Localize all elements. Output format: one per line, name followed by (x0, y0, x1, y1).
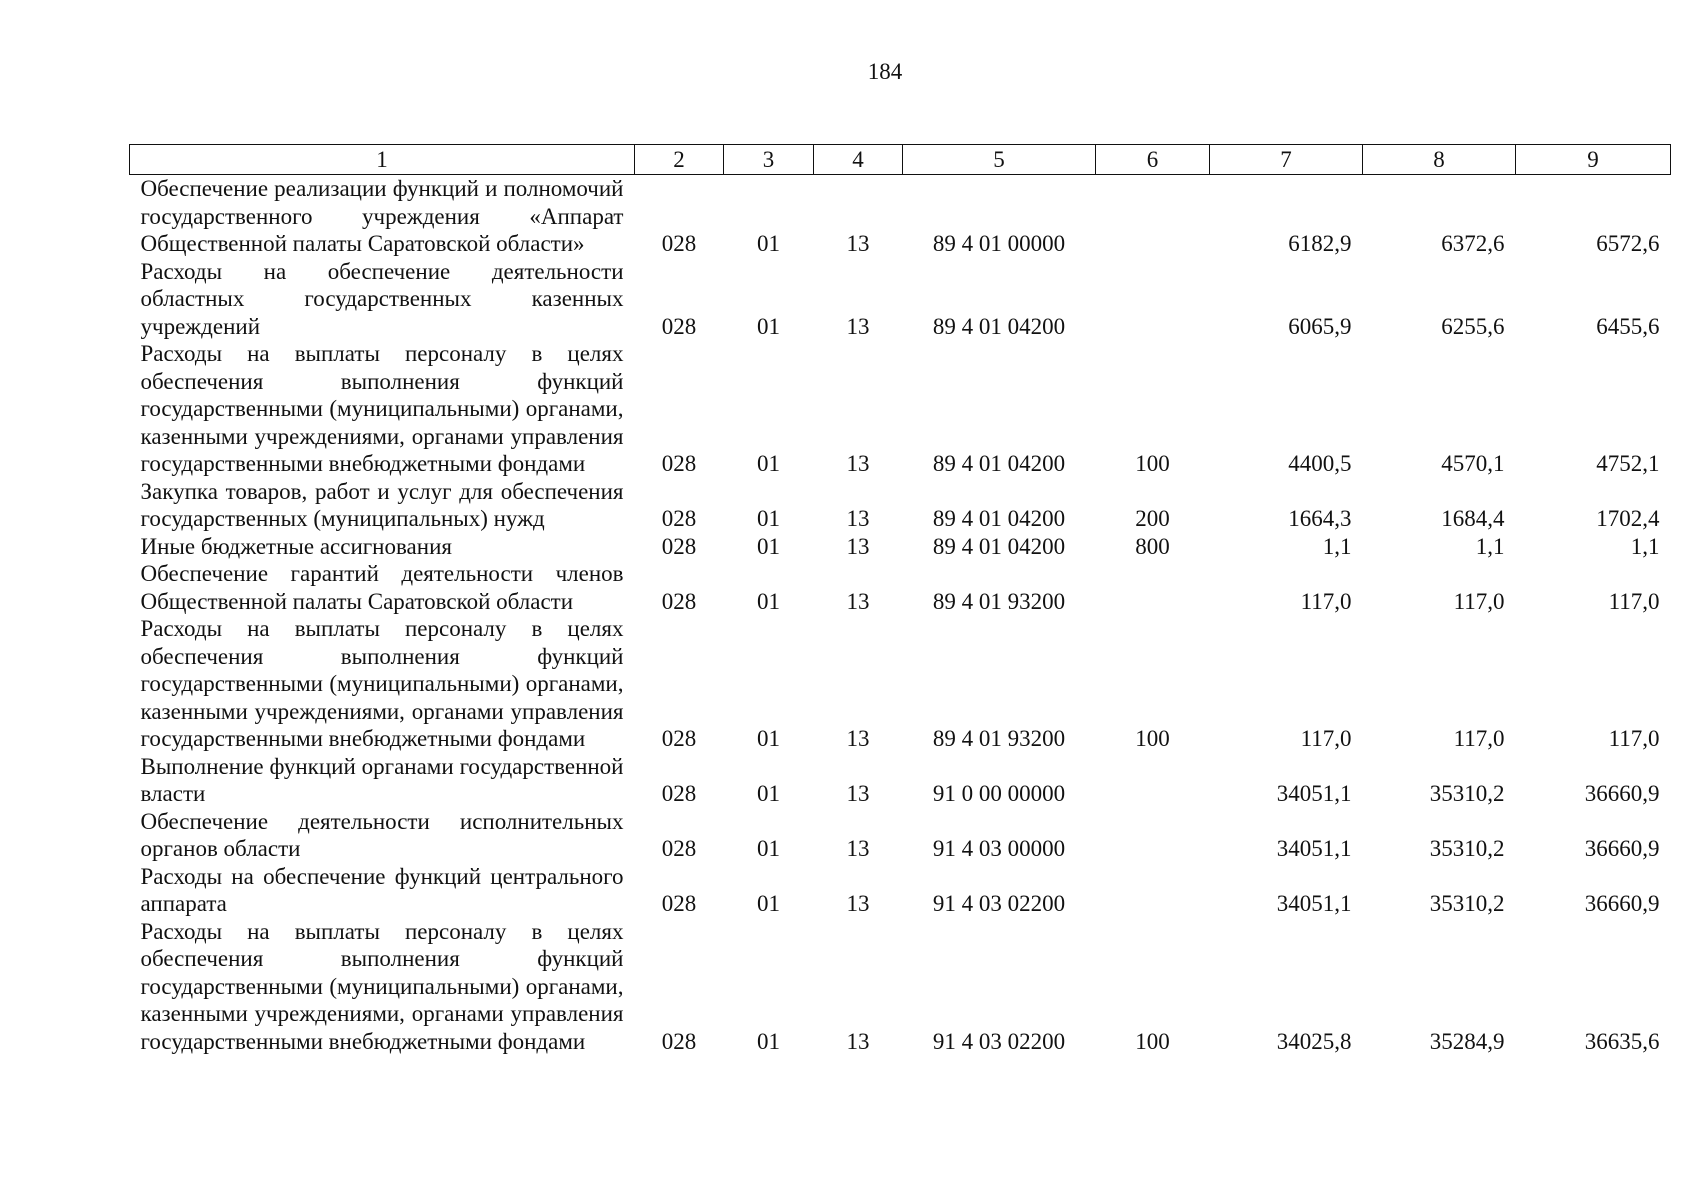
target-article-code: 89 4 01 93200 (932, 588, 1066, 614)
amount-col-8: 6255,6 (1441, 313, 1505, 339)
row-description: Обеспечение гарантий деятельности членов Общественной палаты Саратовской области (140, 561, 624, 614)
section-code: 01 (757, 781, 780, 806)
amount-col-9: 36660,9 (1584, 781, 1660, 806)
target-article-code: 89 4 01 04200 (932, 451, 1066, 476)
ministry-code: 028 (661, 891, 697, 916)
row-description: Выполнение функций органами государственной власти (140, 753, 624, 806)
column-header: 2 (635, 145, 724, 175)
section-code: 01 (757, 1028, 780, 1054)
subsection-code: 13 (846, 506, 870, 531)
table-row (130, 258, 1671, 341)
target-article-code: 91 4 03 02200 (932, 891, 1066, 916)
row-description: Закупка товаров, работ и услуг для обеспечения государственных (муниципальных) нужд (140, 478, 624, 531)
section-code: 01 (757, 891, 780, 916)
row-description: Расходы на выплаты персоналу в целях обеспечения выполнения функций государственными (муниципальными) органами, казенными учреждениями, органами управления государственными внебюджетными фондами (140, 341, 624, 476)
subsection-code: 13 (846, 533, 870, 559)
amount-col-9: 36660,9 (1584, 836, 1660, 861)
amount-col-8: 1684,4 (1441, 506, 1505, 531)
amount-col-7: 6065,9 (1288, 313, 1352, 339)
column-header: 8 (1363, 145, 1516, 175)
amount-col-9: 1702,4 (1596, 506, 1660, 531)
budget-table (129, 144, 1671, 1055)
column-header: 4 (814, 145, 903, 175)
table-row (130, 863, 1671, 918)
expense-type-code (1096, 863, 1210, 918)
table-row (130, 753, 1671, 808)
amount-col-8: 6372,6 (1441, 231, 1505, 256)
amount-col-9: 4752,1 (1596, 451, 1660, 476)
expense-type-code (1096, 753, 1210, 808)
section-code: 01 (757, 836, 780, 861)
section-code: 01 (757, 506, 780, 531)
ministry-code: 028 (661, 836, 697, 861)
subsection-code: 13 (846, 891, 870, 916)
subsection-code: 13 (846, 588, 870, 614)
amount-col-8: 35284,9 (1429, 1028, 1505, 1054)
amount-col-7: 1664,3 (1288, 506, 1352, 531)
amount-col-8: 4570,1 (1441, 451, 1505, 476)
ministry-code: 028 (661, 451, 697, 476)
amount-col-9: 6572,6 (1596, 231, 1660, 256)
expense-type-code (1096, 808, 1210, 863)
ministry-code: 028 (661, 533, 697, 559)
column-header: 9 (1516, 145, 1671, 175)
table-header-row (130, 145, 1671, 175)
expense-type-code: 100 (1135, 726, 1170, 751)
table-row (130, 175, 1671, 258)
row-description: Обеспечение деятельности исполнительных органов области (140, 808, 624, 861)
column-header: 3 (724, 145, 814, 175)
table-row (130, 808, 1671, 863)
amount-col-7: 4400,5 (1288, 451, 1352, 476)
ministry-code: 028 (661, 313, 697, 339)
amount-col-8: 117,0 (1453, 726, 1505, 751)
table-row (130, 533, 1671, 561)
amount-col-8: 117,0 (1453, 588, 1505, 614)
subsection-code: 13 (846, 836, 870, 861)
amount-col-9: 117,0 (1608, 588, 1660, 614)
section-code: 01 (757, 313, 780, 339)
subsection-code: 13 (846, 231, 870, 256)
amount-col-9: 1,1 (1630, 533, 1660, 559)
target-article-code: 91 4 03 00000 (932, 836, 1066, 861)
section-code: 01 (757, 726, 780, 751)
expense-type-code: 800 (1135, 533, 1170, 559)
subsection-code: 13 (846, 1028, 870, 1054)
expense-type-code (1096, 258, 1210, 341)
amount-col-9: 6455,6 (1596, 313, 1660, 339)
ministry-code: 028 (661, 231, 697, 256)
amount-col-9: 117,0 (1608, 726, 1660, 751)
table-row (130, 918, 1671, 1056)
amount-col-7: 34051,1 (1276, 891, 1352, 916)
page-number: 184 (867, 59, 903, 84)
amount-col-9: 36635,6 (1584, 1028, 1660, 1054)
subsection-code: 13 (846, 726, 870, 751)
ministry-code: 028 (661, 506, 697, 531)
amount-col-7: 34051,1 (1276, 836, 1352, 861)
ministry-code: 028 (661, 588, 697, 614)
subsection-code: 13 (846, 313, 870, 339)
table-row (130, 340, 1671, 478)
target-article-code: 89 4 01 04200 (932, 506, 1066, 531)
ministry-code: 028 (661, 781, 697, 806)
row-description: Расходы на выплаты персоналу в целях обеспечения выполнения функций государственными (муниципальными) органами, казенными учреждениями, органами управления государственными внебюджетными фондами (140, 616, 624, 751)
expense-type-code (1096, 175, 1210, 258)
section-code: 01 (757, 533, 780, 559)
section-code: 01 (757, 451, 780, 476)
target-article-code: 89 4 01 93200 (932, 726, 1066, 751)
target-article-code: 91 4 03 02200 (932, 1028, 1066, 1054)
expense-type-code: 100 (1135, 1028, 1170, 1054)
amount-col-8: 1,1 (1475, 533, 1505, 559)
amount-col-7: 117,0 (1300, 588, 1352, 614)
expense-type-code (1096, 560, 1210, 615)
row-description: Иные бюджетные ассигнования (140, 533, 452, 559)
amount-col-9: 36660,9 (1584, 891, 1660, 916)
target-article-code: 89 4 01 00000 (932, 231, 1066, 256)
amount-col-7: 117,0 (1300, 726, 1352, 751)
amount-col-7: 1,1 (1322, 533, 1352, 559)
column-header: 6 (1096, 145, 1210, 175)
subsection-code: 13 (846, 451, 870, 476)
amount-col-7: 6182,9 (1288, 231, 1352, 256)
column-header: 7 (1210, 145, 1363, 175)
expense-type-code: 100 (1135, 451, 1170, 476)
target-article-code: 89 4 01 04200 (932, 533, 1066, 559)
row-description: Обеспечение реализации функций и полномочий государственного учреждения «Аппарат Общественной палаты Саратовской области» (140, 176, 624, 256)
expense-type-code: 200 (1135, 506, 1170, 531)
row-description: Расходы на выплаты персоналу в целях обеспечения выполнения функций государственными (муниципальными) органами, казенными учреждениями, органами управления государственными внебюджетными фондами (140, 918, 624, 1054)
ministry-code: 028 (661, 726, 697, 751)
amount-col-8: 35310,2 (1429, 781, 1505, 806)
target-article-code: 89 4 01 04200 (932, 313, 1066, 339)
target-article-code: 91 0 00 00000 (932, 781, 1066, 806)
section-code: 01 (757, 231, 780, 256)
table-row (130, 478, 1671, 533)
table-row (130, 560, 1671, 615)
row-description: Расходы на обеспечение функций центрального аппарата (140, 863, 624, 916)
ministry-code: 028 (661, 1028, 697, 1054)
subsection-code: 13 (846, 781, 870, 806)
amount-col-8: 35310,2 (1429, 836, 1505, 861)
column-header: 5 (903, 145, 1096, 175)
amount-col-7: 34051,1 (1276, 781, 1352, 806)
amount-col-7: 34025,8 (1276, 1028, 1352, 1054)
section-code: 01 (757, 588, 780, 614)
column-header: 1 (130, 145, 635, 175)
table-row (130, 615, 1671, 753)
row-description: Расходы на обеспечение деятельности областных государственных казенных учреждений (140, 258, 624, 339)
amount-col-8: 35310,2 (1429, 891, 1505, 916)
